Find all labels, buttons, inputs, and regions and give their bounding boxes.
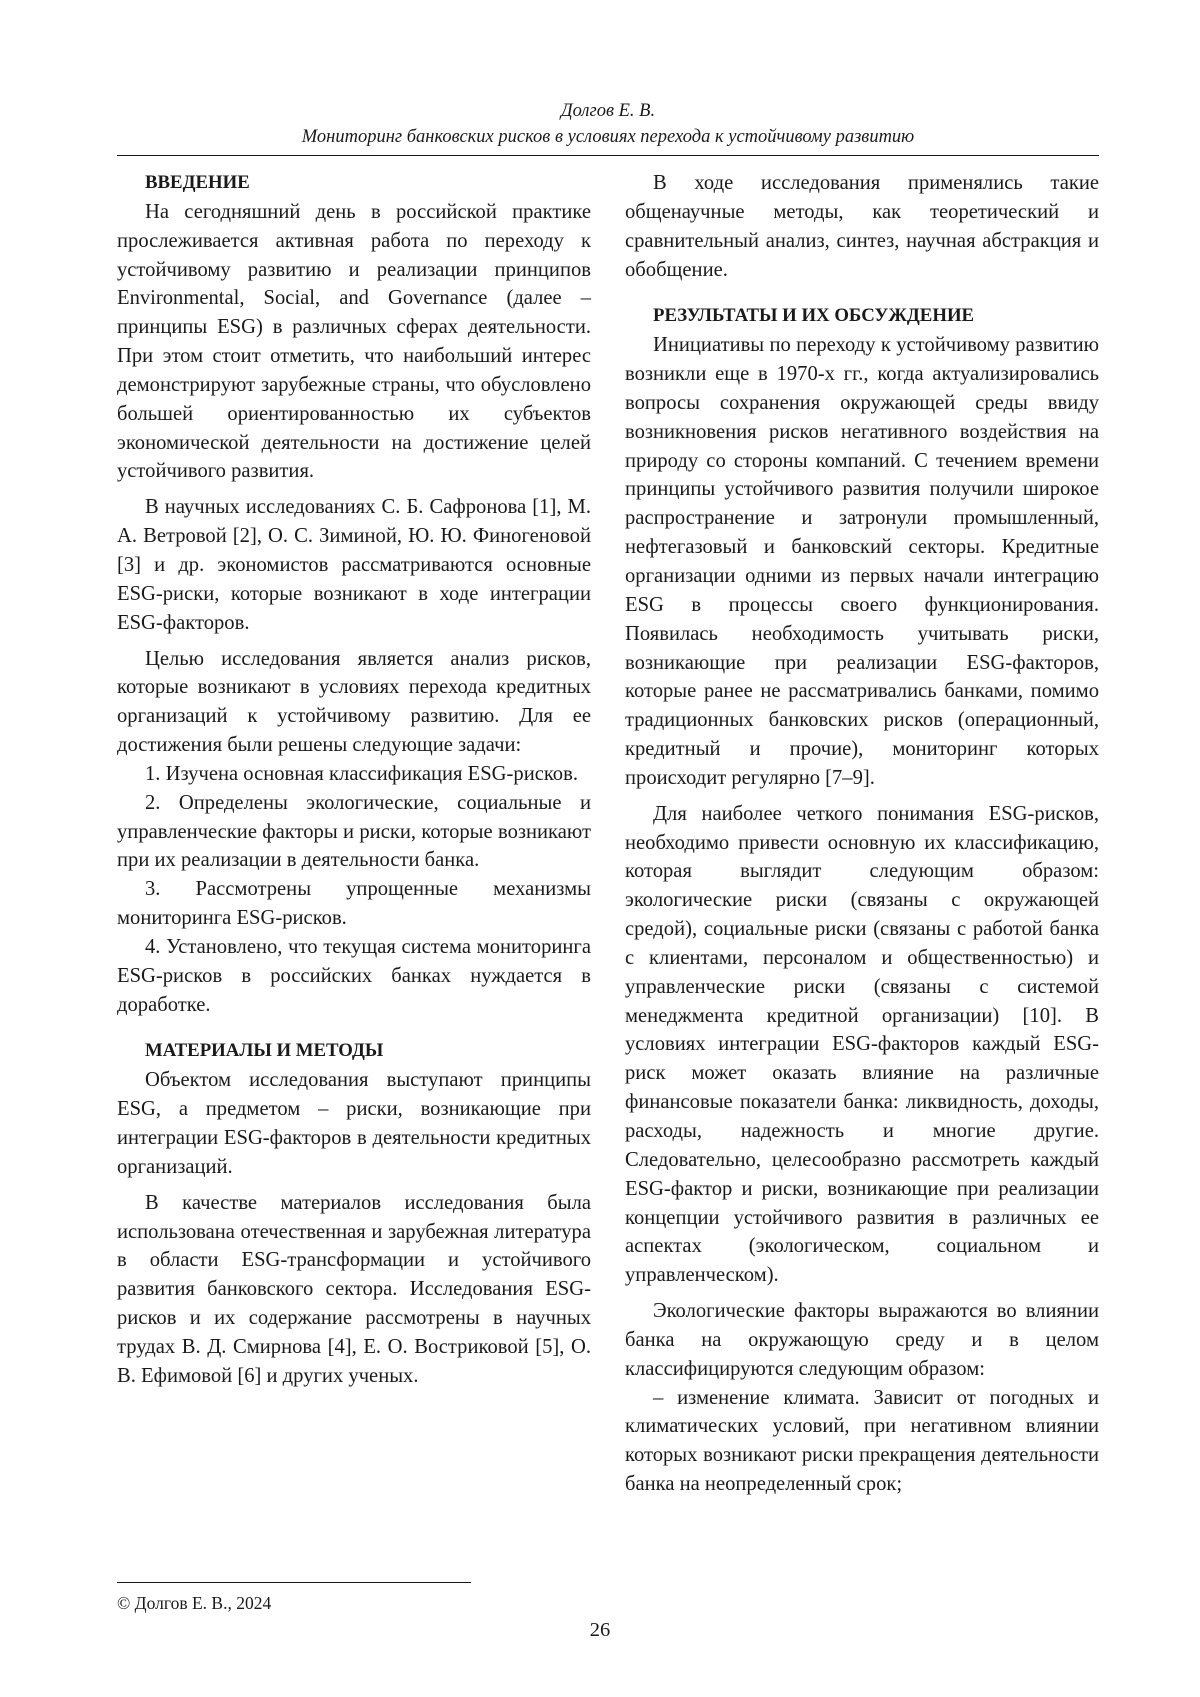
page-number: 26: [589, 1619, 611, 1641]
task-list-item-3: 3. Рассмотрены упрощенные механизмы мониторинга ESG-рисков.: [117, 878, 591, 930]
paragraph-intro-1: На сегодняшний день в российской практике прослеживается активная работа по переходу к устойчивому развитию и реализации принципов Environmental, Social, and Governance (далее – принципы ESG) в различных сферах деятельности. При этом стоит отметить, что наибольший интерес демонстрируют зарубежные страны, что обусловлено большей ориентированностью их субъектов экономической деятельности на достижение целей устойчивого развития.: [117, 200, 591, 483]
paragraph-results-4: – изменение климата. Зависит от погодных и климатических условий, при негативном влиянии которых возникают риски прекращения деятельности банка на неопределенный срок;: [625, 1386, 1099, 1496]
paragraph-results-3: Экологические факторы выражаются во влиянии банка на окружающую среду и в целом классифицируются следующим образом:: [625, 1300, 1099, 1380]
paragraph-intro-3: Целью исследования является анализ рисков, которые возникают в условиях перехода кредитных организаций к устойчивому развитию. Для ее достижения были решены следующие задачи:: [117, 647, 591, 757]
left-column: [117, 169, 591, 1391]
header-article-title: Мониторинг банковских рисков в условиях перехода к устойчивому развитию: [301, 127, 915, 147]
task-list-item-1: 1. Изучена основная классификация ESG-рисков.: [145, 762, 578, 785]
header-author: Долгов Е. В.: [560, 101, 656, 121]
footnote-rule: [117, 1582, 471, 1583]
paragraph-methods-3: В ходе исследования применялись такие общенаучные методы, как теоретический и сравнительный анализ, синтез, научная абстракция и обобщение.: [625, 172, 1099, 281]
task-list-item-4: 4. Установлено, что текущая система мониторинга ESG-рисков в российских банках нуждается в доработке.: [117, 935, 591, 1016]
running-header: [117, 98, 1099, 150]
paragraph-results-2: Для наиболее четкого понимания ESG-рисков, необходимо привести основную их классификацию, которая выглядит следующим образом: экологические риски (связаны с окружающей средой), социальные риски (связаны с работой банка с клиентами, персоналом и общественностью) и управленческие риски (связаны с системой менеджмента кредитной организации) [10]. В условиях интеграции ESG-факторов каждый ESG-риск может оказать влияние на различные финансовые показатели банка: ликвидность, доходы, расходы, надежность и многие другие. Следовательно, целесообразно рассмотреть каждый ESG-фактор и риски, возникающие при реализации концепции устойчивого развития в различных ее аспектах (экологическом, социальном и управленческом).: [625, 802, 1099, 1287]
paragraph-methods-1: Объектом исследования выступают принципы ESG, а предметом – риски, возникающие при интеграции ESG-факторов в деятельности кредитных организаций.: [117, 1069, 591, 1178]
section-heading-results-discussion: РЕЗУЛЬТАТЫ И ИХ ОБСУЖДЕНИЕ: [653, 305, 975, 327]
task-list-item-2: 2. Определены экологические, социальные и управленческие факторы и риски, которые возникают при их реализации в деятельности банка.: [117, 791, 591, 872]
copyright-note: © Долгов Е. В., 2024: [117, 1593, 272, 1613]
section-heading-materials-methods: МАТЕРИАЛЫ И МЕТОДЫ: [145, 1040, 384, 1062]
right-column: [625, 169, 1099, 1499]
header-rule: [117, 155, 1099, 156]
section-heading-introduction: ВВЕДЕНИЕ: [145, 172, 250, 193]
paragraph-results-1: Инициативы по переходу к устойчивому развитию возникли еще в 1970-х гг., когда актуализировались вопросы сохранения окружающей среды ввиду возникновения рисков негативного воздействия на природу со стороны компаний. С течением времени принципы устойчивого развития получили широкое распространение и затронули промышленный, нефтегазовый и банковский секторы. Кредитные организации одними из первых начали интеграцию ESG в процессы своего функционирования. Появилась необходимость учитывать риски, возникающие при реализации ESG-факторов, которые ранее не рассматривались банками, помимо традиционных банковских рисков (операционный, кредитный и прочие), мониторинг которых происходит регулярно [7–9].: [625, 334, 1099, 789]
paragraph-methods-2: В качестве материалов исследования была использована отечественная и зарубежная литература в области ESG-трансформации и устойчивого развития банковского сектора. Исследования ESG-рисков и их содержание рассмотрены в научных трудах В. Д. Смирнова [4], Е. О. Востриковой [5], О. В. Ефимовой [6] и других ученых.: [117, 1191, 591, 1387]
paragraph-intro-2: В научных исследованиях С. Б. Сафронова [1], М. А. Ветровой [2], О. С. Зиминой, Ю. Ю. Финогеновой [3] и др. экономистов рассматриваются основные ESG-риски, которые возникают в ходе интеграции ESG-факторов.: [117, 496, 591, 634]
